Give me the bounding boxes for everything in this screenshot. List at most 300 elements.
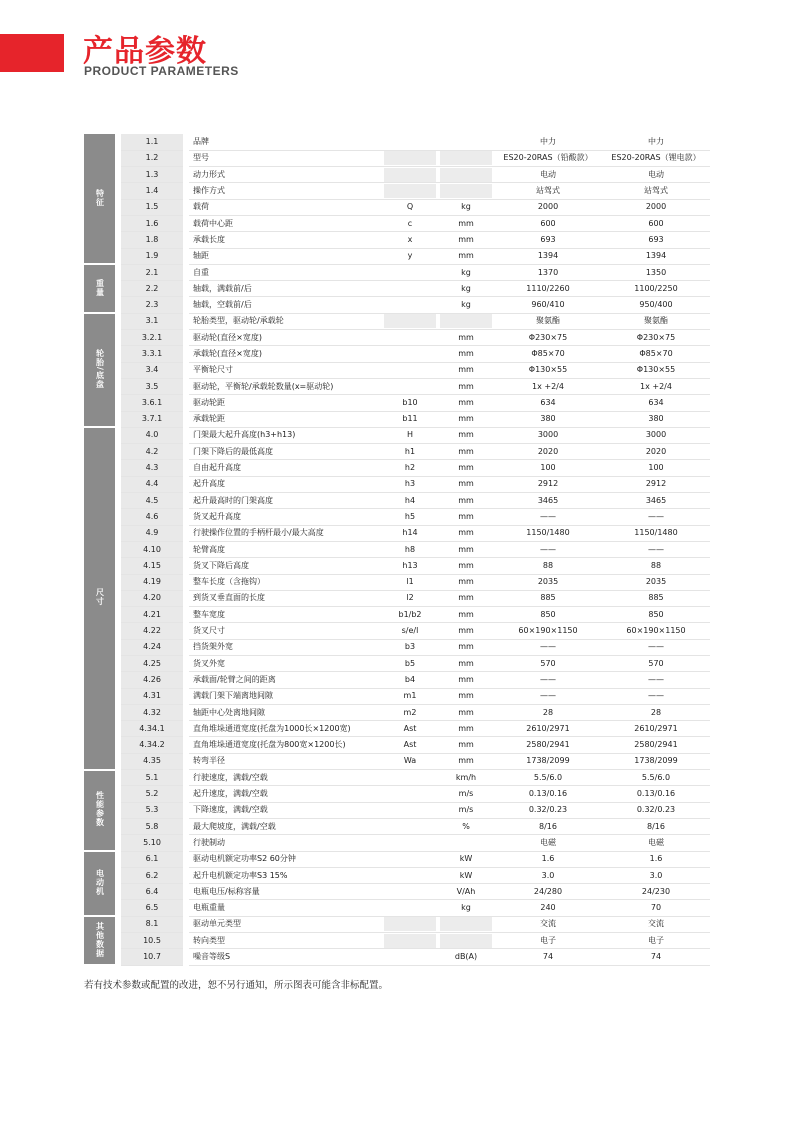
value-lithium: 交流 — [602, 916, 710, 932]
table-row — [84, 590, 710, 606]
value-lithium: 74 — [602, 949, 710, 965]
table-row — [84, 346, 710, 362]
value-lithium: Φ230×75 — [602, 330, 710, 346]
table-row — [84, 933, 710, 949]
parameter-name: 挡货架外宽 — [186, 639, 382, 655]
parameter-name: 电瓶电压/标称容量 — [186, 884, 382, 900]
row-number: 4.5 — [118, 493, 186, 509]
row-number: 8.1 — [118, 916, 186, 932]
value-lead-acid: 960/410 — [494, 297, 602, 313]
table-row — [84, 672, 710, 688]
parameter-name: 电瓶重量 — [186, 900, 382, 916]
value-lithium: —— — [602, 672, 710, 688]
parameter-unit: mm — [438, 541, 494, 557]
table-row — [84, 688, 710, 704]
parameter-name: 门架下降后的最低高度 — [186, 444, 382, 460]
parameter-symbol — [382, 818, 438, 834]
parameter-name: 行驶速度，满载/空载 — [186, 770, 382, 786]
parameter-name: 行驶制动 — [186, 835, 382, 851]
row-number: 4.9 — [118, 525, 186, 541]
parameter-symbol — [382, 867, 438, 883]
value-lead-acid: 电子 — [494, 933, 602, 949]
category-text: 性能参数 — [95, 791, 105, 828]
parameter-unit: mm — [438, 346, 494, 362]
value-lead-acid: 693 — [494, 232, 602, 248]
table-row — [84, 150, 710, 166]
value-lead-acid: 5.5/6.0 — [494, 770, 602, 786]
row-number: 4.26 — [118, 672, 186, 688]
empty-cell-box — [384, 917, 436, 931]
table-row — [84, 704, 710, 720]
table-row — [84, 378, 710, 394]
value-lithium: —— — [602, 639, 710, 655]
parameter-symbol: Wa — [382, 753, 438, 769]
value-lithium: Φ130×55 — [602, 362, 710, 378]
parameter-symbol: b5 — [382, 656, 438, 672]
parameter-unit: mm — [438, 688, 494, 704]
parameter-name: 轴距 — [186, 248, 382, 264]
table-row — [84, 949, 710, 965]
table-row — [84, 167, 710, 183]
category-label — [84, 313, 118, 427]
parameter-unit — [438, 167, 494, 183]
parameter-symbol — [382, 949, 438, 965]
value-lead-acid: 1738/2099 — [494, 753, 602, 769]
row-number: 3.2.1 — [118, 330, 186, 346]
parameter-unit: mm — [438, 460, 494, 476]
parameter-unit: dB(A) — [438, 949, 494, 965]
value-lead-acid: 74 — [494, 949, 602, 965]
parameter-symbol — [382, 264, 438, 280]
parameter-name: 行驶操作位置的手柄杆最小/最大高度 — [186, 525, 382, 541]
empty-cell-box — [384, 934, 436, 948]
value-lithium: 570 — [602, 656, 710, 672]
parameter-unit: mm — [438, 656, 494, 672]
table-row — [84, 509, 710, 525]
value-lead-acid: 24/280 — [494, 884, 602, 900]
parameter-symbol: h8 — [382, 541, 438, 557]
row-number: 4.19 — [118, 574, 186, 590]
row-number: 4.15 — [118, 558, 186, 574]
parameter-symbol — [382, 362, 438, 378]
parameter-unit: mm — [438, 395, 494, 411]
table-row — [84, 362, 710, 378]
parameter-unit: m/s — [438, 786, 494, 802]
table-row — [84, 656, 710, 672]
value-lead-acid: ES20-20RAS（铅酸款） — [494, 150, 602, 166]
value-lithium: 中力 — [602, 134, 710, 150]
parameter-symbol: Q — [382, 199, 438, 215]
value-lead-acid: —— — [494, 639, 602, 655]
empty-cell-box — [440, 151, 492, 165]
parameter-unit — [438, 933, 494, 949]
value-lead-acid: 850 — [494, 607, 602, 623]
value-lead-acid: 2000 — [494, 199, 602, 215]
parameter-unit: kW — [438, 867, 494, 883]
value-lead-acid: 100 — [494, 460, 602, 476]
value-lead-acid: 0.13/0.16 — [494, 786, 602, 802]
row-number: 5.10 — [118, 835, 186, 851]
table-row — [84, 721, 710, 737]
row-number: 4.6 — [118, 509, 186, 525]
value-lithium: 70 — [602, 900, 710, 916]
parameter-symbol — [382, 134, 438, 150]
row-number: 6.5 — [118, 900, 186, 916]
parameter-unit — [438, 150, 494, 166]
parameter-symbol — [382, 330, 438, 346]
page-title: 产品参数 — [83, 34, 207, 69]
parameter-symbol: Ast — [382, 721, 438, 737]
parameter-unit — [438, 916, 494, 932]
value-lead-acid: 聚氨酯 — [494, 313, 602, 329]
row-number: 1.1 — [118, 134, 186, 150]
value-lead-acid: 88 — [494, 558, 602, 574]
parameter-name: 整车长度（含拖钩） — [186, 574, 382, 590]
table-row — [84, 264, 710, 280]
row-number: 4.20 — [118, 590, 186, 606]
value-lead-acid: 中力 — [494, 134, 602, 150]
parameter-unit: mm — [438, 509, 494, 525]
value-lithium: —— — [602, 688, 710, 704]
parameter-symbol: b10 — [382, 395, 438, 411]
spec-table-body — [84, 134, 710, 965]
parameter-name: 承载面/轮臂之间的距离 — [186, 672, 382, 688]
parameter-unit: mm — [438, 607, 494, 623]
category-text: 轮胎/底盘 — [95, 349, 105, 390]
parameter-symbol: c — [382, 215, 438, 231]
table-row — [84, 607, 710, 623]
row-number: 4.34.2 — [118, 737, 186, 753]
empty-cell-box — [440, 917, 492, 931]
parameter-name: 噪音等级S — [186, 949, 382, 965]
value-lead-acid: 2020 — [494, 444, 602, 460]
row-number: 4.22 — [118, 623, 186, 639]
value-lead-acid: 1394 — [494, 248, 602, 264]
parameter-name: 驱动轮，平衡轮/承载轮数量(x=驱动轮) — [186, 378, 382, 394]
table-row — [84, 818, 710, 834]
parameter-name: 门架最大起升高度(h3+h13) — [186, 427, 382, 443]
row-number: 1.4 — [118, 183, 186, 199]
parameter-unit: mm — [438, 737, 494, 753]
parameter-symbol — [382, 884, 438, 900]
parameter-symbol — [382, 900, 438, 916]
row-number: 1.2 — [118, 150, 186, 166]
value-lithium: 885 — [602, 590, 710, 606]
spec-table — [84, 134, 710, 966]
category-label — [84, 770, 118, 851]
parameter-name: 自重 — [186, 264, 382, 280]
parameter-name: 轴距中心处离地间隙 — [186, 704, 382, 720]
value-lithium: 693 — [602, 232, 710, 248]
parameter-symbol: h14 — [382, 525, 438, 541]
parameter-name: 承载轮(直径×宽度) — [186, 346, 382, 362]
parameter-symbol: h13 — [382, 558, 438, 574]
parameter-name: 最大爬坡度，满载/空载 — [186, 818, 382, 834]
parameter-symbol: b3 — [382, 639, 438, 655]
value-lead-acid: 2912 — [494, 476, 602, 492]
parameter-name: 承载长度 — [186, 232, 382, 248]
table-row — [84, 199, 710, 215]
table-row — [84, 215, 710, 231]
value-lead-acid: 1150/1480 — [494, 525, 602, 541]
row-number: 4.31 — [118, 688, 186, 704]
value-lithium: 2580/2941 — [602, 737, 710, 753]
value-lead-acid: 电动 — [494, 167, 602, 183]
parameter-unit: mm — [438, 672, 494, 688]
category-text: 其他数据 — [95, 921, 105, 958]
table-row — [84, 460, 710, 476]
parameter-name: 轮臂高度 — [186, 541, 382, 557]
table-row — [84, 297, 710, 313]
parameter-name: 载荷中心距 — [186, 215, 382, 231]
value-lithium: 电子 — [602, 933, 710, 949]
value-lithium: 100 — [602, 460, 710, 476]
parameter-symbol — [382, 150, 438, 166]
table-row — [84, 232, 710, 248]
table-row — [84, 916, 710, 932]
category-text: 重量 — [95, 278, 105, 297]
row-number: 4.21 — [118, 607, 186, 623]
header-accent-bar — [0, 34, 64, 72]
row-number: 3.5 — [118, 378, 186, 394]
value-lithium: 2020 — [602, 444, 710, 460]
parameter-symbol — [382, 770, 438, 786]
parameter-unit: mm — [438, 476, 494, 492]
parameter-symbol — [382, 281, 438, 297]
table-row — [84, 900, 710, 916]
parameter-name: 直角堆垛通道宽度(托盘为1000长×1200宽) — [186, 721, 382, 737]
value-lithium: 0.32/0.23 — [602, 802, 710, 818]
row-number: 3.3.1 — [118, 346, 186, 362]
parameter-symbol: b4 — [382, 672, 438, 688]
table-row — [84, 525, 710, 541]
parameter-unit: mm — [438, 623, 494, 639]
parameter-name: 起升高度 — [186, 476, 382, 492]
parameter-symbol: b11 — [382, 411, 438, 427]
parameter-name: 满载门架下端离地间隙 — [186, 688, 382, 704]
row-number: 3.7.1 — [118, 411, 186, 427]
parameter-name: 轴载，满载前/后 — [186, 281, 382, 297]
row-number: 5.3 — [118, 802, 186, 818]
table-row — [84, 802, 710, 818]
table-row — [84, 281, 710, 297]
parameter-symbol: h1 — [382, 444, 438, 460]
parameter-unit: mm — [438, 493, 494, 509]
parameter-unit: kg — [438, 199, 494, 215]
value-lithium: 2912 — [602, 476, 710, 492]
parameter-symbol — [382, 916, 438, 932]
table-row — [84, 248, 710, 264]
row-number: 4.10 — [118, 541, 186, 557]
empty-cell-box — [440, 184, 492, 198]
value-lead-acid: 240 — [494, 900, 602, 916]
category-label — [84, 916, 118, 965]
parameter-symbol: l1 — [382, 574, 438, 590]
category-text: 电动机 — [95, 869, 105, 897]
value-lithium: 3.0 — [602, 867, 710, 883]
row-number: 5.1 — [118, 770, 186, 786]
category-label — [84, 851, 118, 916]
value-lithium: 850 — [602, 607, 710, 623]
row-number: 1.3 — [118, 167, 186, 183]
category-text: 尺寸 — [95, 588, 105, 607]
value-lead-acid: Φ85×70 — [494, 346, 602, 362]
empty-cell-box — [384, 184, 436, 198]
parameter-symbol — [382, 802, 438, 818]
value-lithium: 1394 — [602, 248, 710, 264]
parameter-symbol — [382, 933, 438, 949]
parameter-symbol: Ast — [382, 737, 438, 753]
parameter-symbol: h4 — [382, 493, 438, 509]
value-lithium: 2610/2971 — [602, 721, 710, 737]
value-lead-acid: 交流 — [494, 916, 602, 932]
category-label — [84, 264, 118, 313]
value-lithium: 88 — [602, 558, 710, 574]
row-number: 5.8 — [118, 818, 186, 834]
value-lithium: 380 — [602, 411, 710, 427]
category-label — [84, 427, 118, 769]
row-number: 5.2 — [118, 786, 186, 802]
value-lead-acid: 1.6 — [494, 851, 602, 867]
parameter-name: 驱动轮距 — [186, 395, 382, 411]
value-lead-acid: Φ230×75 — [494, 330, 602, 346]
table-row — [84, 574, 710, 590]
parameter-name: 货叉下降后高度 — [186, 558, 382, 574]
row-number: 2.2 — [118, 281, 186, 297]
row-number: 3.1 — [118, 313, 186, 329]
category-label — [84, 134, 118, 264]
empty-cell-box — [440, 168, 492, 182]
parameter-unit: mm — [438, 362, 494, 378]
parameter-symbol — [382, 297, 438, 313]
parameter-unit: kW — [438, 851, 494, 867]
value-lithium: 1100/2250 — [602, 281, 710, 297]
value-lead-acid: 28 — [494, 704, 602, 720]
value-lead-acid: 3.0 — [494, 867, 602, 883]
value-lead-acid: 60×190×1150 — [494, 623, 602, 639]
parameter-unit: V/Ah — [438, 884, 494, 900]
table-row — [84, 427, 710, 443]
parameter-unit: mm — [438, 525, 494, 541]
value-lithium: 1350 — [602, 264, 710, 280]
parameter-name: 起升速度，满载/空载 — [186, 786, 382, 802]
parameter-unit — [438, 134, 494, 150]
parameter-unit — [438, 183, 494, 199]
row-number: 10.7 — [118, 949, 186, 965]
table-row — [84, 444, 710, 460]
value-lithium: 0.13/0.16 — [602, 786, 710, 802]
parameter-name: 驱动轮(直径×宽度) — [186, 330, 382, 346]
parameter-symbol: b1/b2 — [382, 607, 438, 623]
parameter-unit: m/s — [438, 802, 494, 818]
value-lithium: 950/400 — [602, 297, 710, 313]
value-lead-acid: 885 — [494, 590, 602, 606]
row-number: 4.24 — [118, 639, 186, 655]
empty-cell-box — [440, 934, 492, 948]
value-lead-acid: 3000 — [494, 427, 602, 443]
value-lithium: —— — [602, 509, 710, 525]
value-lead-acid: 1x +2/4 — [494, 378, 602, 394]
value-lithium: 8/16 — [602, 818, 710, 834]
row-number: 6.4 — [118, 884, 186, 900]
row-number: 4.32 — [118, 704, 186, 720]
table-row — [84, 623, 710, 639]
row-number: 3.4 — [118, 362, 186, 378]
table-row — [84, 134, 710, 150]
parameter-name: 直角堆垛通道宽度(托盘为800宽×1200长) — [186, 737, 382, 753]
parameter-name: 转向类型 — [186, 933, 382, 949]
table-row — [84, 493, 710, 509]
value-lithium: —— — [602, 541, 710, 557]
value-lead-acid: 8/16 — [494, 818, 602, 834]
row-number: 3.6.1 — [118, 395, 186, 411]
parameter-unit: kg — [438, 900, 494, 916]
parameter-symbol: h3 — [382, 476, 438, 492]
table-row — [84, 313, 710, 329]
parameter-symbol: m1 — [382, 688, 438, 704]
row-number: 4.34.1 — [118, 721, 186, 737]
parameter-unit: mm — [438, 248, 494, 264]
value-lithium: 1150/1480 — [602, 525, 710, 541]
parameter-unit: mm — [438, 378, 494, 394]
parameter-unit: kg — [438, 297, 494, 313]
value-lead-acid: 2610/2971 — [494, 721, 602, 737]
parameter-unit: mm — [438, 427, 494, 443]
parameter-symbol: h5 — [382, 509, 438, 525]
row-number: 4.0 — [118, 427, 186, 443]
row-number: 6.2 — [118, 867, 186, 883]
parameter-name: 型号 — [186, 150, 382, 166]
table-row — [84, 330, 710, 346]
table-row — [84, 786, 710, 802]
parameter-symbol — [382, 378, 438, 394]
parameter-unit: mm — [438, 411, 494, 427]
row-number: 2.3 — [118, 297, 186, 313]
parameter-unit: kg — [438, 281, 494, 297]
empty-cell-box — [440, 314, 492, 328]
row-number: 10.5 — [118, 933, 186, 949]
empty-cell-box — [384, 168, 436, 182]
row-number: 1.6 — [118, 215, 186, 231]
value-lithium: 电磁 — [602, 835, 710, 851]
parameter-symbol: y — [382, 248, 438, 264]
value-lithium: 2035 — [602, 574, 710, 590]
parameter-symbol: l2 — [382, 590, 438, 606]
parameter-name: 品牌 — [186, 134, 382, 150]
table-row — [84, 737, 710, 753]
table-row — [84, 753, 710, 769]
row-number: 4.4 — [118, 476, 186, 492]
row-number: 1.9 — [118, 248, 186, 264]
parameter-name: 下降速度，满载/空载 — [186, 802, 382, 818]
parameter-symbol — [382, 851, 438, 867]
parameter-symbol: x — [382, 232, 438, 248]
value-lead-acid: —— — [494, 509, 602, 525]
empty-cell-box — [384, 314, 436, 328]
value-lead-acid: —— — [494, 688, 602, 704]
value-lithium: 聚氨酯 — [602, 313, 710, 329]
parameter-name: 起升最高时的门架高度 — [186, 493, 382, 509]
value-lithium: 1.6 — [602, 851, 710, 867]
value-lithium: 3465 — [602, 493, 710, 509]
parameter-symbol — [382, 183, 438, 199]
table-row — [84, 884, 710, 900]
parameter-unit: mm — [438, 232, 494, 248]
value-lead-acid: 0.32/0.23 — [494, 802, 602, 818]
parameter-unit: mm — [438, 558, 494, 574]
parameter-name: 轮胎类型，驱动轮/承载轮 — [186, 313, 382, 329]
value-lithium: 634 — [602, 395, 710, 411]
